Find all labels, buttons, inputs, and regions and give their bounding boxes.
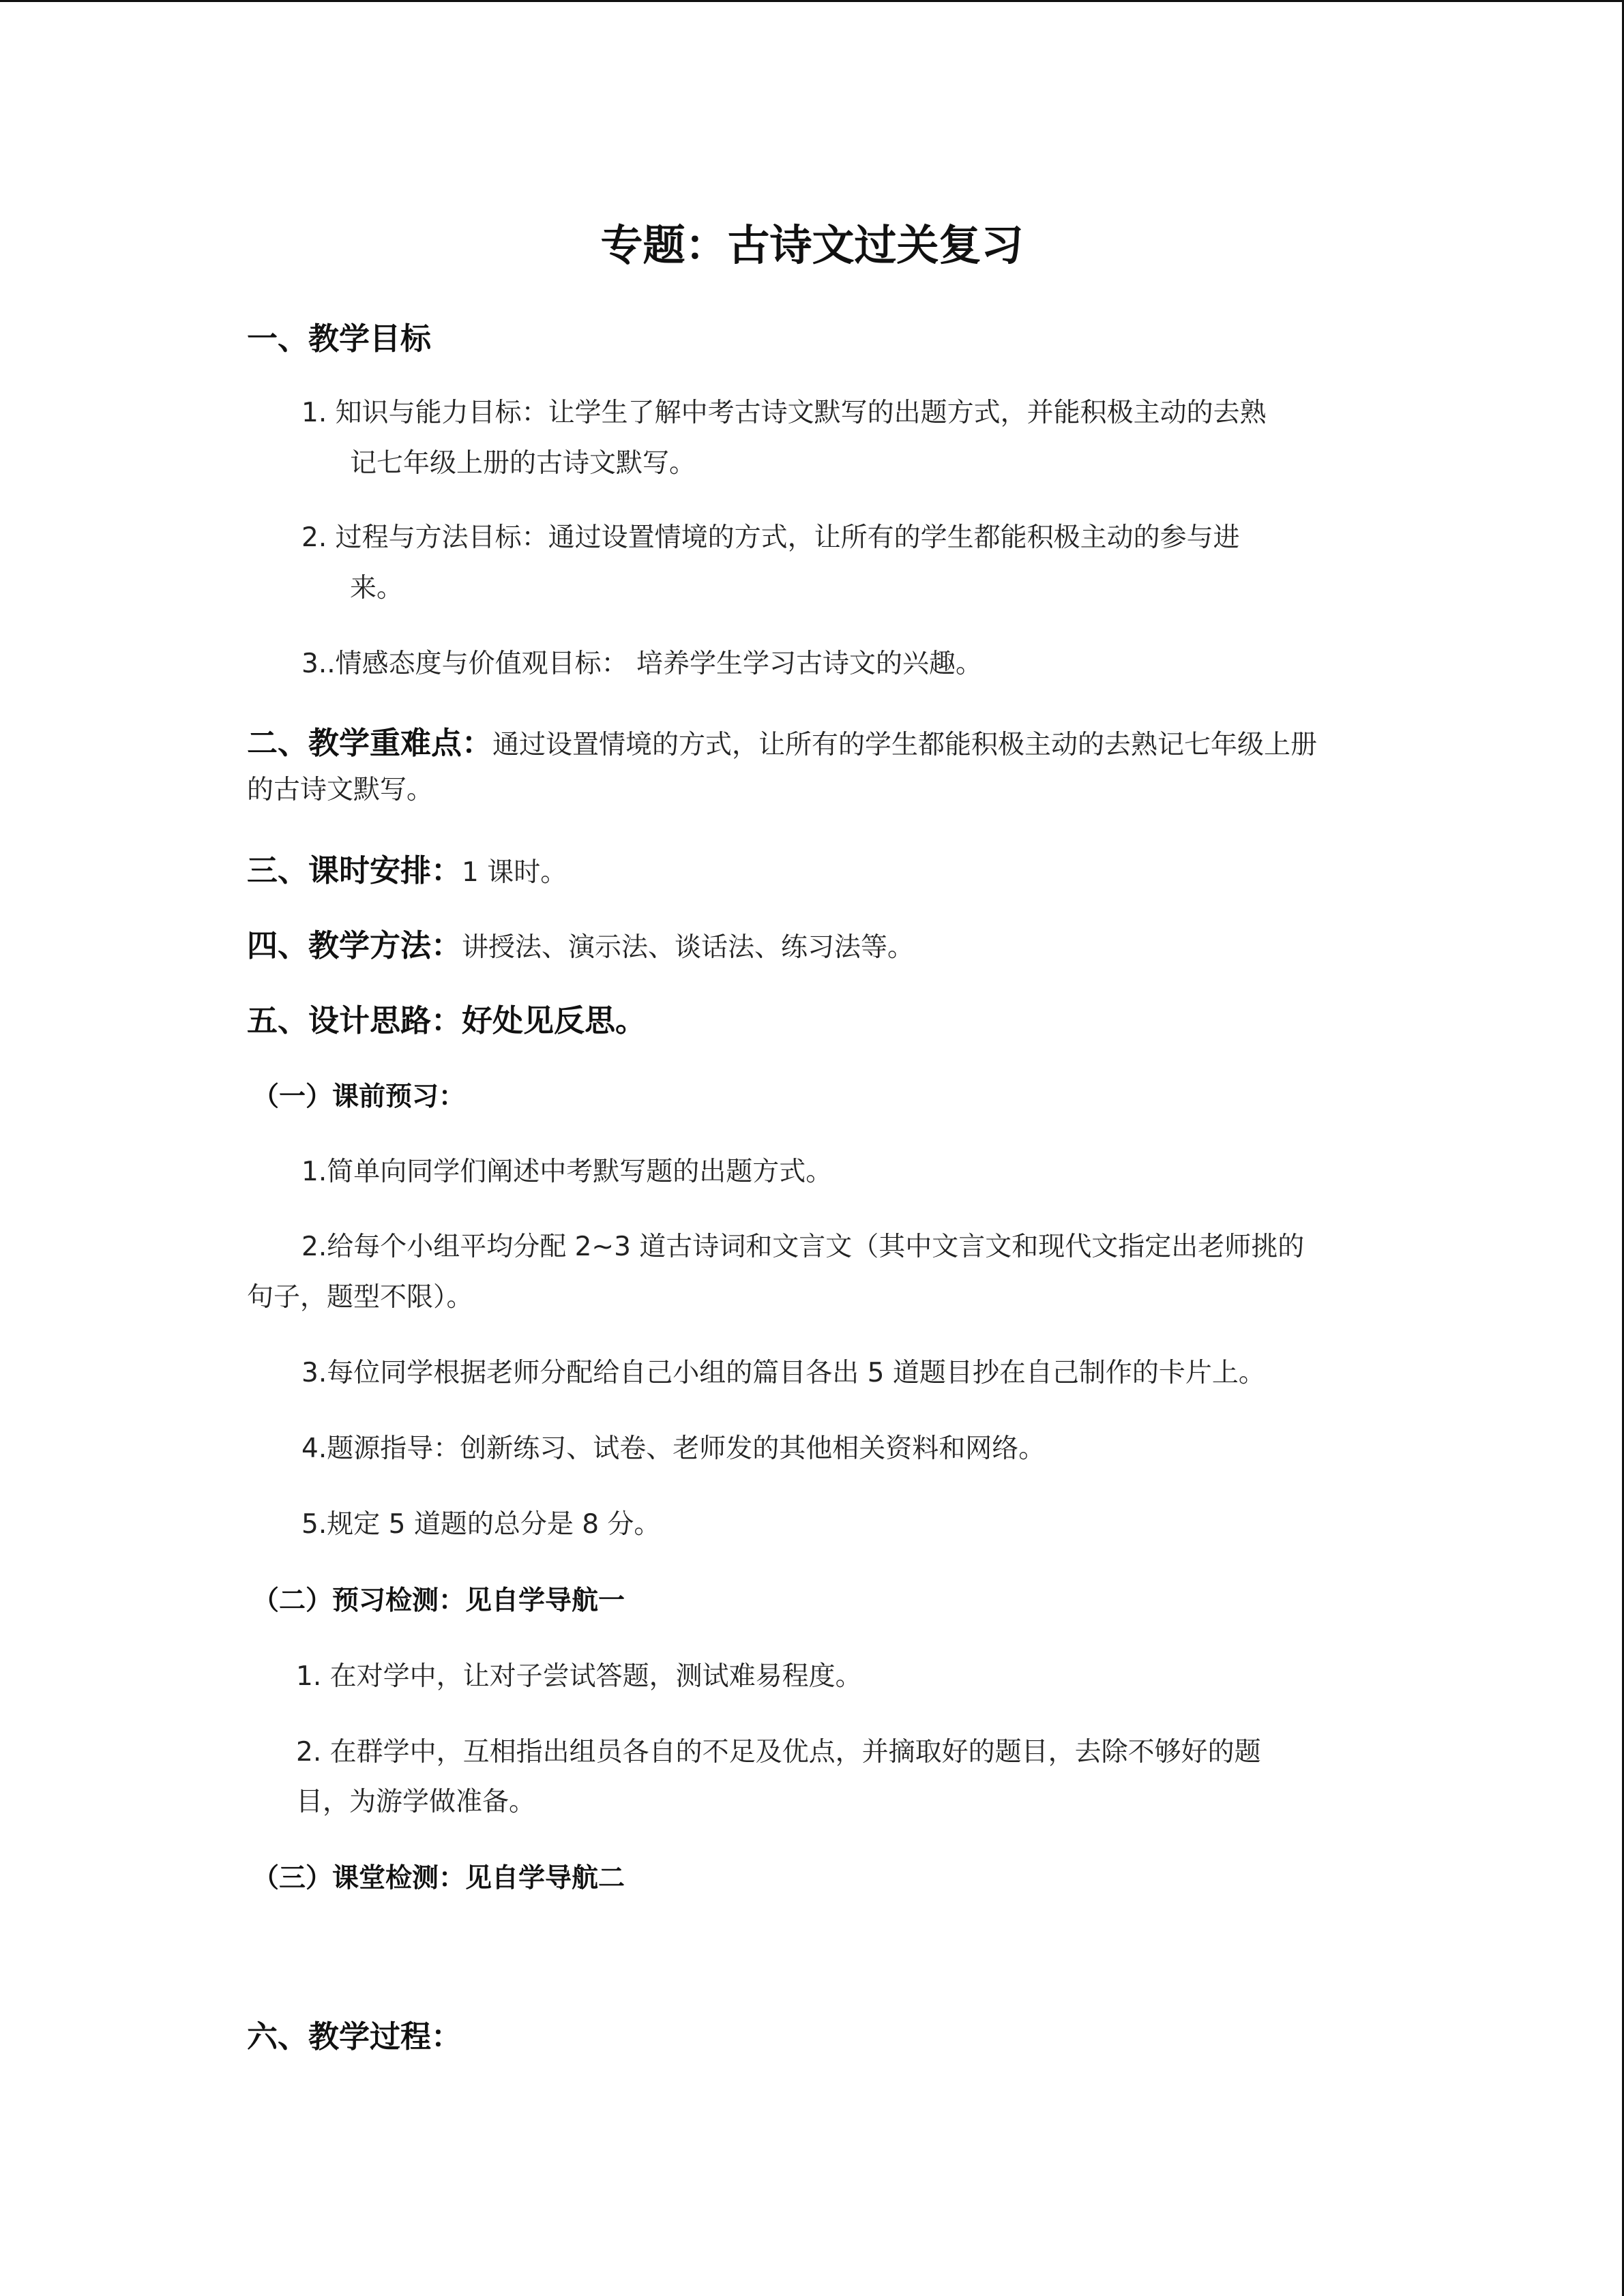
section-2-text-line-2: 的古诗文默写。: [247, 775, 434, 805]
section-4-heading: 四、教学方法：: [247, 927, 462, 964]
subsection-3-heading: （三）课堂检测：见自学导航二: [252, 1863, 625, 1894]
preview-item-4: 4.题源指导：创新练习、试卷、老师发的其他相关资料和网络。: [301, 1433, 1046, 1464]
section-3-text: 1 课时。: [462, 857, 567, 888]
check-item-2-line-1: 2. 在群学中，互相指出组员各自的不足及优点，并摘取好的题目，去除不够好的题: [296, 1737, 1261, 1768]
goal-2-line-1: 2. 过程与方法目标：通过设置情境的方式，让所有的学生都能积极主动的参与进: [301, 522, 1240, 553]
goal-1-line-2: 记七年级上册的古诗文默写。: [350, 448, 696, 479]
section-3-heading: 三、课时安排：: [247, 852, 462, 889]
section-3-paragraph: [247, 846, 567, 890]
section-2-paragraph: [247, 718, 1317, 762]
goal-2-line-2: 来。: [350, 573, 404, 603]
subsection-2-heading: （二）预习检测：见自学导航一: [252, 1585, 625, 1616]
preview-item-2-line-1: 2.给每个小组平均分配 2~3 道古诗词和文言文（其中文言文和现代文指定出老师挑的: [301, 1232, 1305, 1262]
check-item-1: 1. 在对学中，让对子尝试答题，测试难易程度。: [296, 1661, 862, 1692]
check-item-2-line-2: 目，为游学做准备。: [296, 1787, 536, 1817]
preview-item-2-line-2: 句子，题型不限）。: [247, 1282, 473, 1313]
section-4-text: 讲授法、演示法、谈话法、练习法等。: [462, 932, 915, 963]
preview-item-5: 5.规定 5 道题的总分是 8 分。: [301, 1509, 661, 1540]
section-2-heading: 二、教学重难点：: [247, 725, 493, 761]
section-1-heading: 一、教学目标: [247, 320, 432, 357]
subsection-1-heading: （一）课前预习：: [252, 1082, 466, 1112]
preview-item-3: 3.每位同学根据老师分配给自己小组的篇目各出 5 道题目抄在自己制作的卡片上。: [301, 1358, 1265, 1388]
page-title: 专题：古诗文过关复习: [600, 220, 1024, 270]
goal-3: 3..情感态度与价值观目标： 培养学生学习古诗文的兴趣。: [301, 648, 983, 679]
section-6-heading: 六、教学过程：: [247, 2018, 462, 2055]
preview-item-1: 1.简单向同学们阐述中考默写题的出题方式。: [301, 1157, 833, 1187]
section-5-heading: 五、设计思路：好处见反思。: [247, 1002, 647, 1039]
section-2-text: 通过设置情境的方式，让所有的学生都能积极主动的去熟记七年级上册: [492, 730, 1318, 760]
goal-1-line-1: 1. 知识与能力目标：让学生了解中考古诗文默写的出题方式，并能积极主动的去熟: [301, 398, 1267, 428]
section-4-paragraph: [247, 921, 914, 965]
